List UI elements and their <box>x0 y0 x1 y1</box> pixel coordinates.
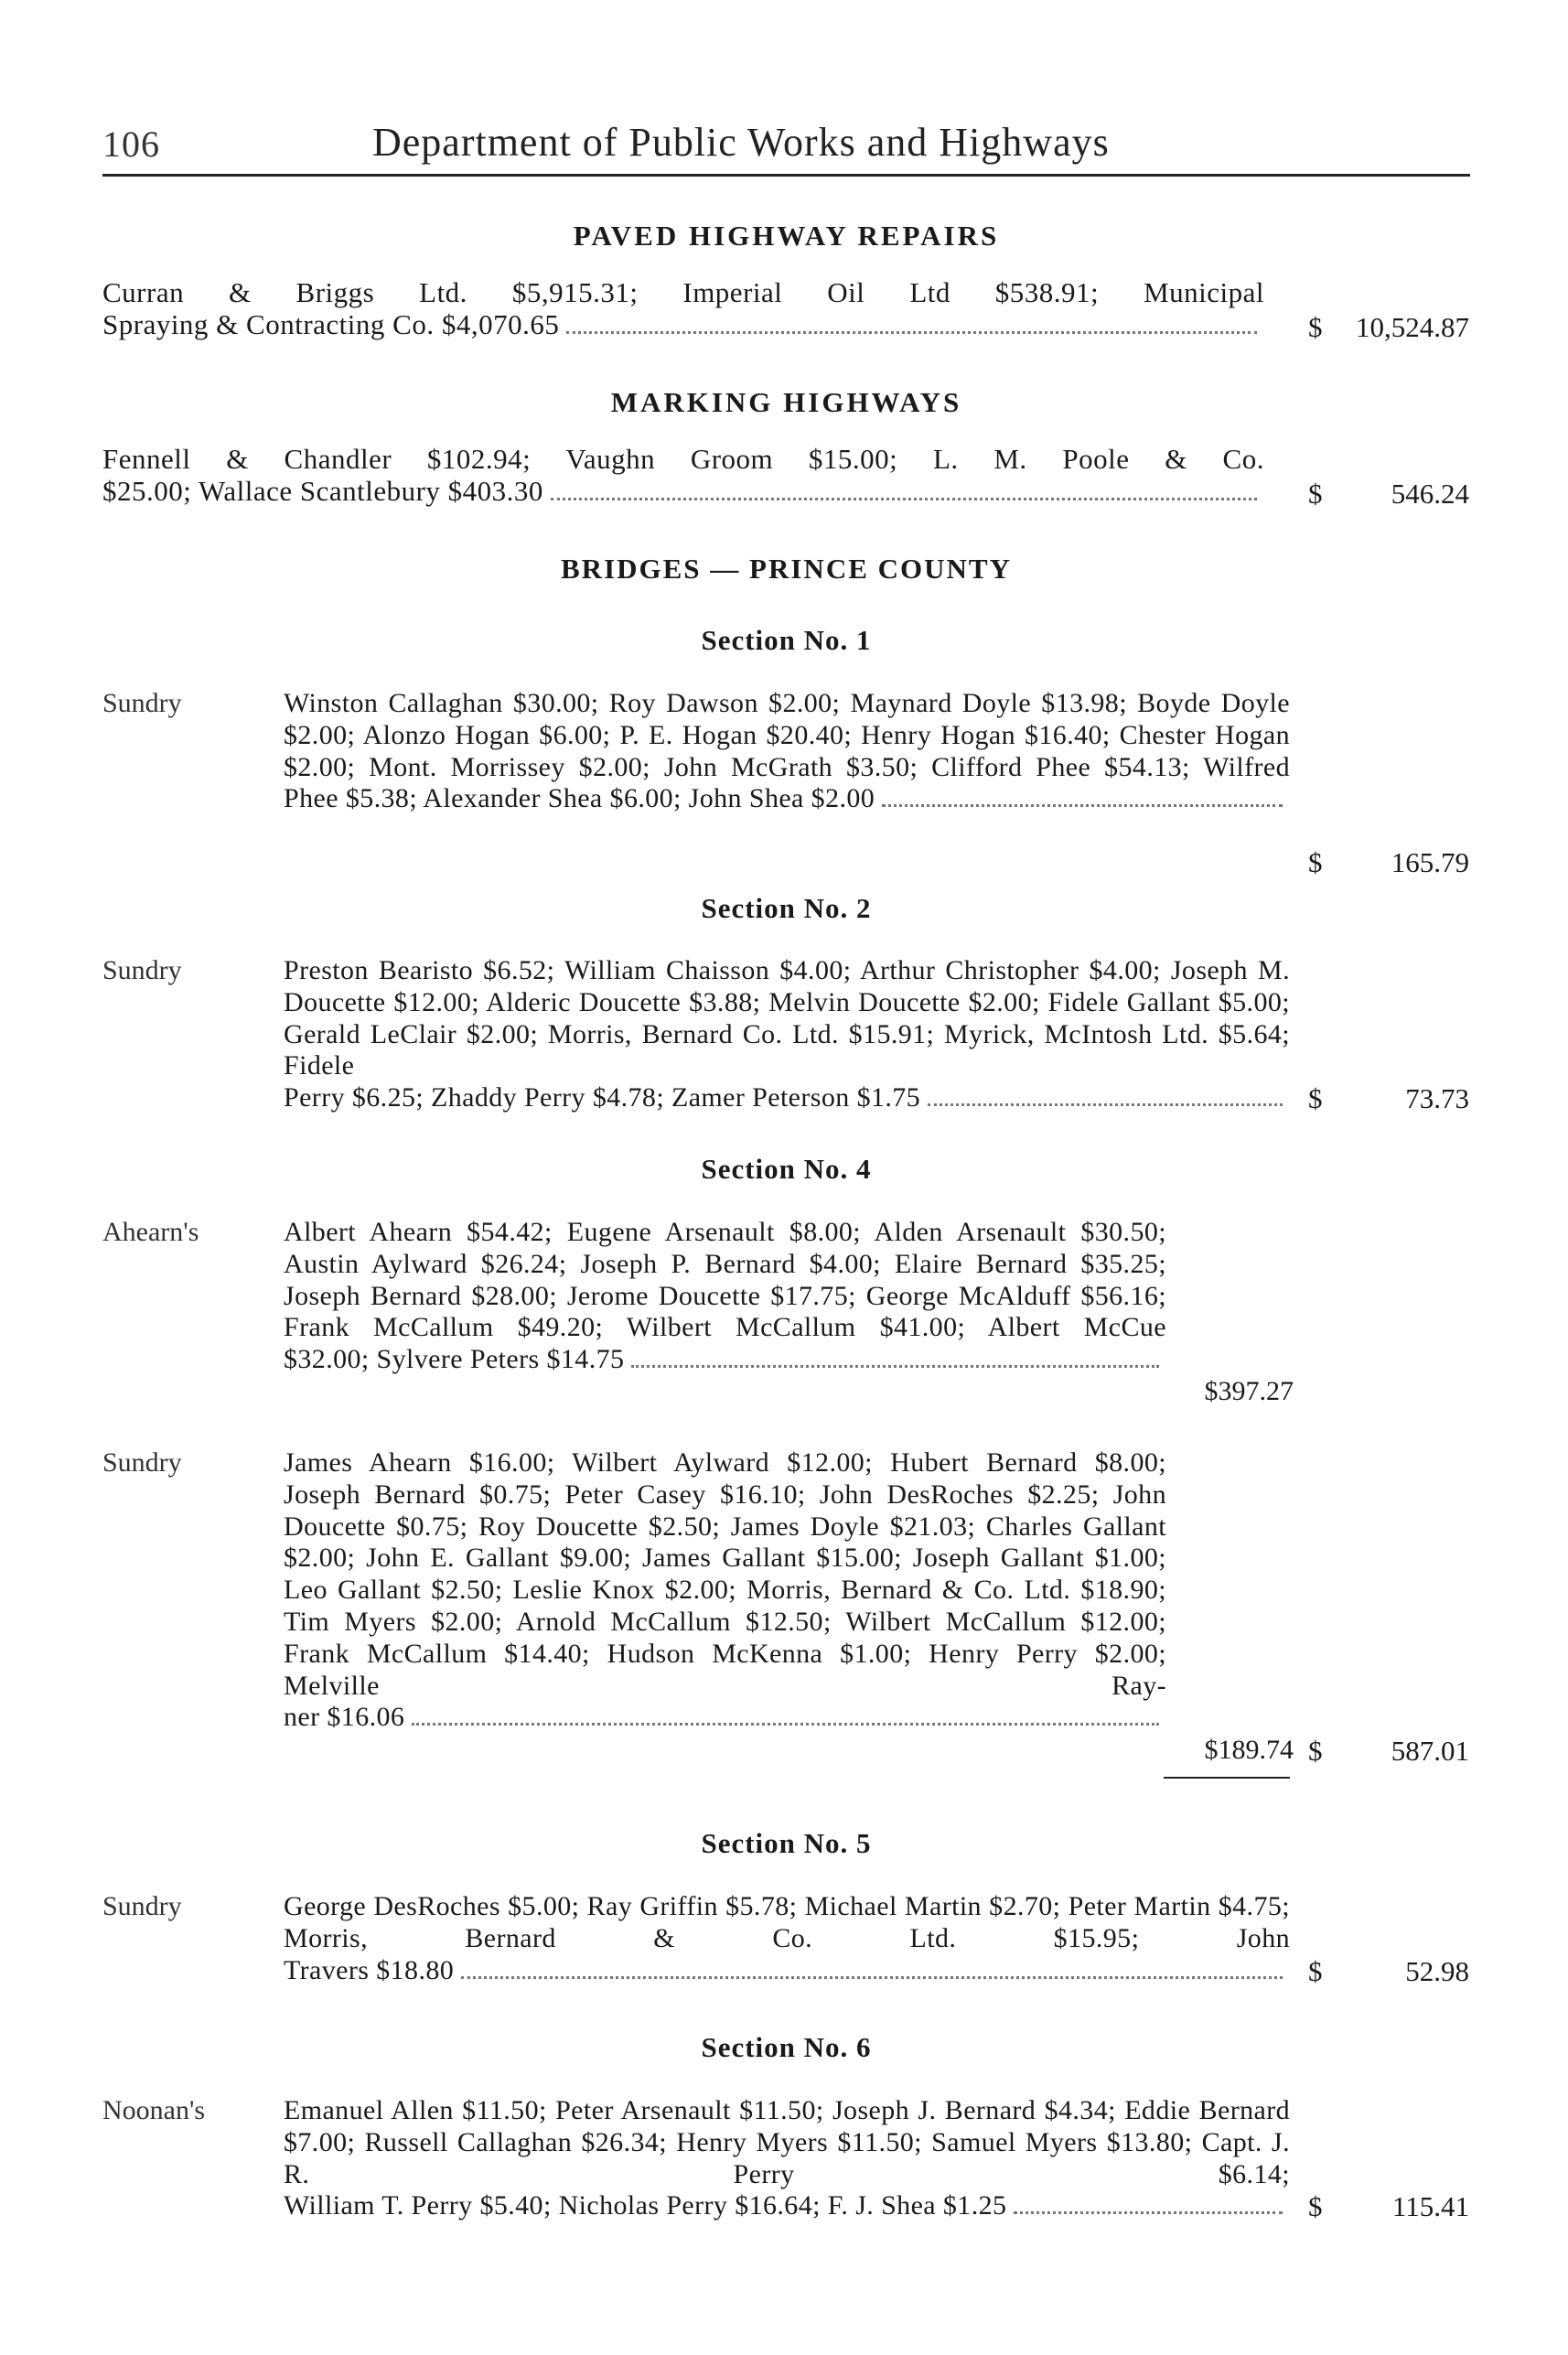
section-1-text: Winston Callaghan $30.00; Roy Dawson $2.00; Maynard Doyle $13.98; Boyde Doyle $2.00; Alonzo Hogan $6.00; P. E. Hogan $20.40; Henry Hogan $16.40; Chester Hogan $2.00; Mont. Morrissey $2.00; John McGrath $3.50; Clifford Phee $54.13; Wilfred <box>284 688 1290 782</box>
section-2-dollar: $ <box>1308 1082 1323 1114</box>
section-4-sundry-last-text: ner $16.06 <box>284 1702 405 1733</box>
section-4-aheams-last-line <box>284 1344 1166 1376</box>
marking-line-1: Fennell & Chandler $102.94; Vaughn Groom $15.00; L. M. Poole & Co. <box>102 443 1264 475</box>
subtotal-rule <box>1164 1777 1290 1779</box>
paved-line-1: Curran & Briggs Ltd. $5,915.31; Imperial Oil Ltd $538.91; Municipal <box>102 276 1264 308</box>
leader-dots <box>1014 2211 1283 2214</box>
paved-paragraph <box>102 276 1264 341</box>
section-4-sundry-body <box>284 1447 1166 1734</box>
section-6-dollar: $ <box>1308 2190 1323 2222</box>
leader-dots <box>412 1723 1159 1726</box>
section-6-text: Emanuel Allen $11.50; Peter Arsenault $11.50; Joseph J. Bernard $4.34; Eddie Bernard $7.00; Russell Callaghan $26.34; Henry Myers $11.50; Samuel Myers $13.80; Capt. J. R. Perry $6.14; <box>284 2095 1290 2189</box>
paved-line-2-text: Spraying & Contracting Co. $4,070.65 <box>102 308 560 340</box>
section-4-heading: Section No. 4 <box>701 1153 872 1185</box>
section-4-sundry-subtotal: $189.74 <box>1204 1735 1294 1765</box>
section-6-last-line <box>284 2190 1290 2222</box>
section-6-label: Noonan's <box>102 2095 206 2125</box>
section-heading-paved: PAVED HIGHWAY REPAIRS <box>573 220 1000 252</box>
marking-line-2 <box>102 475 1264 508</box>
section-4-aheams-last-text: $32.00; Sylvere Peters $14.75 <box>284 1344 625 1375</box>
section-2-body <box>284 955 1290 1114</box>
leader-dots <box>566 331 1257 334</box>
leader-dots <box>631 1365 1159 1368</box>
section-6-total: 115.41 <box>1391 2190 1469 2222</box>
section-4-sundry-label: Sundry <box>102 1447 182 1478</box>
section-2-last-line <box>284 1082 1290 1114</box>
section-5-dollar: $ <box>1308 1955 1323 1987</box>
section-2-heading: Section No. 2 <box>701 892 872 924</box>
section-1-dollar: $ <box>1308 846 1323 878</box>
page-number: 106 <box>102 124 160 165</box>
leader-dots <box>461 1976 1283 1979</box>
marking-dollar: $ <box>1308 478 1323 510</box>
section-5-body <box>284 1891 1290 1986</box>
section-1-label: Sundry <box>102 688 182 718</box>
marking-line-2-text: $25.00; Wallace Scantlebury $403.30 <box>102 475 543 507</box>
section-4-aheams-body <box>284 1217 1166 1376</box>
section-1-last-text: Phee $5.38; Alexander Shea $6.00; John Shea $2.00 <box>284 783 875 814</box>
section-2-last-text: Perry $6.25; Zhaddy Perry $4.78; Zamer Peterson $1.75 <box>284 1082 921 1113</box>
section-4-total: 587.01 <box>1391 1735 1469 1767</box>
section-5-text: George DesRoches $5.00; Ray Griffin $5.78; Michael Martin $2.70; Peter Martin $4.75; Morris, Bernard & Co. Ltd. $15.95; John <box>284 1891 1290 1953</box>
section-1-total: 165.79 <box>1391 846 1469 878</box>
section-heading-marking: MARKING HIGHWAYS <box>610 386 962 418</box>
section-5-label: Sundry <box>102 1891 182 1921</box>
paved-total: 10,524.87 <box>1356 311 1469 343</box>
section-4-sundry-text: James Ahearn $16.00; Wilbert Aylward $12.00; Hubert Bernard $8.00; Joseph Bernard $0.75; Peter Casey $16.10; John DesRoches $2.25; John Doucette $0.75; Roy Doucette $2.50; James Doyle $21.03; Charles Gallant $2.00; John E. Gallant $9.00; James Gallant $15.00; Joseph Gallant $1.00; Leo Gallant $2.50; Leslie Knox $2.00; Morris, Bernard & Co. Ltd. $18.90; Tim Myers $2.00; Arnold McCallum $12.50; Wilbert McCallum $12.00; Frank McCallum $14.40; Hudson McKenna $1.00; Henry Perry $2.00; Melville Ray- <box>284 1447 1166 1701</box>
section-4-dollar: $ <box>1308 1735 1323 1767</box>
page-title: Department of Public Works and Highways <box>372 120 1110 165</box>
marking-paragraph <box>102 443 1264 508</box>
header-rule <box>102 174 1470 177</box>
marking-total: 546.24 <box>1391 478 1469 510</box>
section-1-heading: Section No. 1 <box>701 624 872 656</box>
section-5-last-line <box>284 1955 1290 1987</box>
section-6-last-text: William T. Perry $5.40; Nicholas Perry $16.64; F. J. Shea $1.25 <box>284 2190 1007 2221</box>
section-6-heading: Section No. 6 <box>701 2031 872 2063</box>
section-4-aheams-text: Albert Ahearn $54.42; Eugene Arsenault $8.00; Alden Arsenault $30.50; Austin Aylward $26.24; Joseph P. Bernard $4.00; Elaire Bernard $35.25; Joseph Bernard $28.00; Jerome Doucette $17.75; George McAlduff $56.16; Frank McCallum $49.20; Wilbert McCallum $41.00; Albert McCue <box>284 1217 1166 1343</box>
paved-dollar: $ <box>1308 311 1323 343</box>
section-2-label: Sundry <box>102 955 182 985</box>
section-5-heading: Section No. 5 <box>701 1827 872 1859</box>
section-6-body <box>284 2095 1290 2222</box>
section-heading-bridges: BRIDGES — PRINCE COUNTY <box>561 553 1012 585</box>
section-1-last-line <box>284 783 1290 815</box>
section-1-body <box>284 688 1290 815</box>
section-2-total: 73.73 <box>1405 1082 1469 1114</box>
leader-dots <box>882 804 1283 807</box>
section-5-last-text: Travers $18.80 <box>284 1954 455 1985</box>
leader-dots <box>928 1103 1283 1106</box>
section-4-aheams-label: Ahearn's <box>102 1217 199 1247</box>
section-4-sundry-last-line <box>284 1702 1166 1734</box>
leader-dots <box>551 498 1257 500</box>
section-4-aheams-subtotal: $397.27 <box>1204 1376 1294 1406</box>
paved-line-2 <box>102 308 1264 341</box>
section-5-total: 52.98 <box>1405 1955 1469 1987</box>
section-2-text: Preston Bearisto $6.52; William Chaisson $4.00; Arthur Christopher $4.00; Joseph M. Doucette $12.00; Alderic Doucette $3.88; Melvin Doucette $2.00; Fidele Gallant $5.00; Gerald LeClair $2.00; Morris, Bernard Co. Ltd. $15.91; Myrick, McIntosh Ltd. $5.64; Fidele <box>284 955 1290 1081</box>
running-head <box>102 110 1470 183</box>
